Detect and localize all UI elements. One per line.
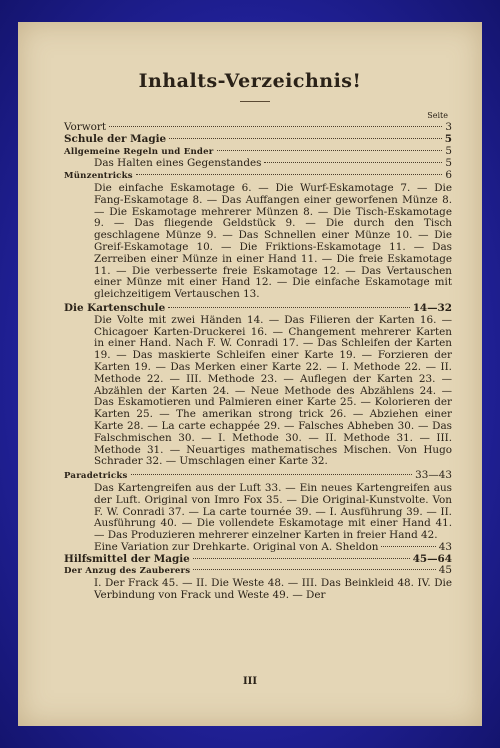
toc-entry-schule-der-magie: Schule der Magie 5	[64, 132, 452, 145]
page-number: III	[242, 676, 258, 687]
dot-leader	[131, 474, 413, 475]
page-title: Inhalts-Verzeichnis!	[138, 70, 362, 92]
toc-entry-muenzentricks: Münzentricks 6	[64, 169, 452, 182]
book-page	[18, 22, 482, 726]
dot-leader	[381, 546, 435, 547]
dot-leader	[136, 174, 443, 175]
toc-entry-variation-drehkarte: Eine Variation zur Drehkarte. Original von A. Sheldon 43	[94, 540, 452, 553]
muenzentricks-contents: Die einfache Eskamotage 6. — Die Wurf-Eskamotage 7. — Die Fang-Eskamotage 8. — Das Auffangen einer geworfenen Münze 8. — Die Eskamotage mehrerer Münzen 8. — Die Tisch-Eskamotage 9. — Das fliegende Geldstück 9. — Die durch den Tisch geschlagene Münze 9. — Das Schnellen einer Münze 10. — Die Greif-Eskamotage 10. — Die Friktions-Eskamotage 11. — Das Zerreiben einer Münze in einer Hand 11. — Die freie Eskamotage 11. — Die verbesserte freie Eskamotage 12. — Das Vertauschen einer Münze mit einer Hand 12. — Die einfache Eskamotage mit gleichzeitigem Vertauschen 13.	[94, 181, 452, 301]
toc-entry-hilfsmittel: Hilfsmittel der Magie 45—64	[64, 552, 452, 565]
toc-entry-kartenschule: Die Kartenschule 14—32	[64, 301, 452, 314]
toc-entry-allgemeine-regeln: Allgemeine Regeln und Ender 5	[64, 144, 452, 157]
paradetricks-contents: Das Kartengreifen aus der Luft 33. — Ein neues Kartengreifen aus der Luft. Original von Imro Fox 35. — Die Original-Kunstvolte. Von F. W. Conradi 37. — La carte tournée 39. — I. Ausführung 39. — II. Ausführung 40. — Die vollendete Eskamotage mit einer Hand 41. — Das Produzieren mehrerer einzelner Karten in freier Hand 42.	[94, 481, 452, 542]
toc-entry-vorwort: Vorwort 3	[64, 121, 452, 133]
anzug-contents: I. Der Frack 45. — II. Die Weste 48. — III. Das Beinkleid 48. IV. Die Verbindung von Frack und Weste 49. — Der	[94, 577, 452, 602]
toc-entry-anzug: Der Anzug des Zauberers 45	[64, 564, 452, 577]
page-column-label: Seite	[427, 111, 448, 120]
toc-entry-halten: Das Halten eines Gegenstandes 5	[94, 157, 452, 170]
dot-leader	[264, 162, 442, 163]
dot-leader	[193, 569, 435, 570]
dot-leader	[217, 150, 443, 151]
dot-leader	[169, 138, 442, 139]
dot-leader	[193, 558, 410, 559]
kartenschule-contents: Die Volte mit zwei Händen 14. — Das Filieren der Karten 16. — Chicagoer Karten-Druckerei 16. — Changement mehrerer Karten in einer Hand. Nach F. W. Conradi 17. — Das Schleifen der Karten 19. — Das maskierte Schleifen einer Karte 19. — Forzieren der Karten 19. — Das Merken einer Karte 22. — I. Methode 22. — II. Methode 22. — III. Methode 23. — Auflegen der Karten 23. — Abzählen der Karten 24. — Neue Methode des Abzählens 24. — Das Eskamotieren und Palmieren einer Karte 25. — Kolorieren der Karten 25. — The amerikan strong trick 26. — Abziehen einer Karte 28. — La carte echappée 29. — Falsches Abheben 30. — Das Falschmischen 30. — I. Methode 30. — II. Methode 31. — III. Methode 31. — Neuartiges mathematisches Mischen. Von Hugo Schrader 32. — Umschlagen einer Karte 32.	[94, 313, 452, 468]
table-of-contents	[64, 122, 452, 602]
title-divider	[240, 101, 270, 102]
toc-entry-paradetricks: Paradetricks 33—43	[64, 469, 452, 482]
dot-leader	[168, 307, 409, 308]
dot-leader	[109, 126, 442, 127]
